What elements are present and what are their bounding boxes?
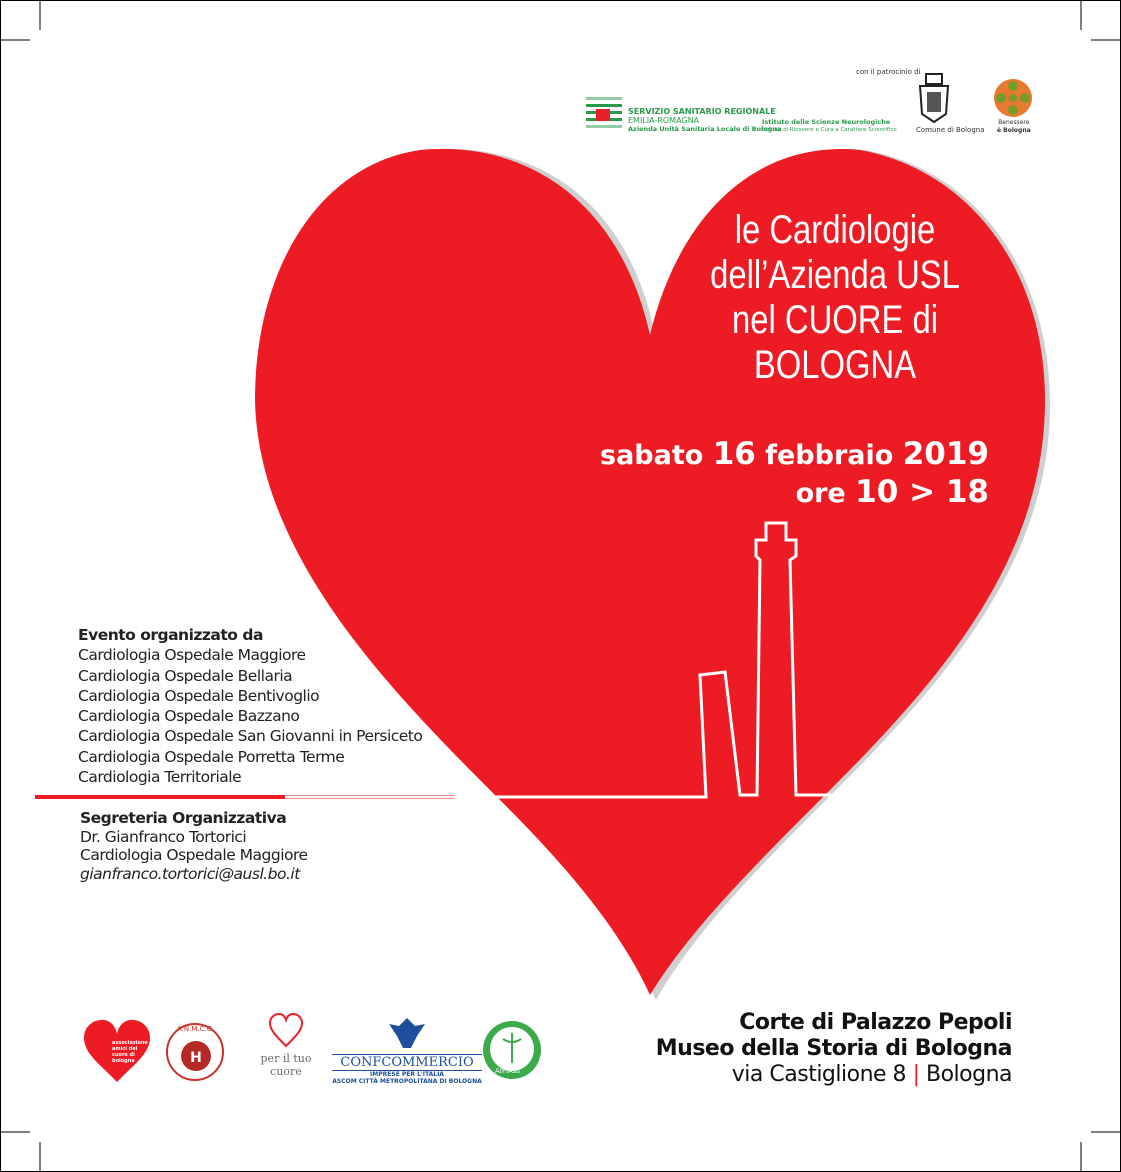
organizer-item: Cardiologia Territoriale <box>78 768 242 787</box>
organizer-item: Cardiologia Ospedale San Giovanni in Persiceto <box>78 727 423 746</box>
organizer-item: Cardiologia Ospedale Porretta Terme <box>78 747 345 766</box>
organizer-item: Cardiologia Ospedale Bazzano <box>78 707 300 726</box>
ssr-dots-icon <box>586 97 622 131</box>
organizers-list: Evento organizzato da Cardiologia Ospedale Maggiore Cardiologia Ospedale Bellaria Cardiologia Ospedale Bentivoglio Cardiologia Ospedale Bazzano Cardiologia Ospedale San Giovanni in Persiceto Cardiologia Ospedale Porretta Terme Cardiologia Territoriale <box>78 626 423 787</box>
per-il-tuo-cuore-logo: per il tuo cuore <box>244 1012 328 1078</box>
svg-text:H: H <box>190 1050 202 1066</box>
anmco-logo: H A.N.M.C.O. <box>165 1022 225 1082</box>
confcommercio-logo: CONFCOMMERCIO IMPRESE PER L'ITALIA ASCOM CITTÀ METROPOLITANA DI BOLOGNA <box>332 1016 482 1085</box>
amici-del-cuore-logo: associazione amici del cuore di bologna <box>82 1018 152 1088</box>
ssr-text: SERVIZIO SANITARIO REGIONALE EMILIA-ROMAGNA Azienda Unità Sanitaria Locale di Bologna <box>628 107 782 133</box>
eagle-icon <box>387 1016 427 1050</box>
patronage-label: con il patrocinio di <box>856 68 921 76</box>
venue: Corte di Palazzo Pepoli Museo della Storia di Bologna via Castiglione 8 | Bologna <box>655 1010 1012 1087</box>
isn-logo: Istituto delle Scienze Neurologiche Istituto di Ricovero e Cura a Carattere Scientifico <box>762 118 897 133</box>
event-date: sabato 16 febbraio 2019 ore 10 > 18 <box>600 436 989 510</box>
comune-label: Comune di Bologna <box>916 126 985 134</box>
aifias-logo: AIFIAss <box>481 1019 543 1081</box>
secretariat: Segreteria Organizzativa Dr. Gianfranco Tortorici Cardiologia Ospedale Maggiore gianfranco.tortorici@ausl.bo.it <box>80 809 308 883</box>
organizer-item: Cardiologia Ospedale Bentivoglio <box>78 686 320 705</box>
email-link[interactable]: gianfranco.tortorici@ausl.bo.it <box>80 864 300 883</box>
organizer-item: Cardiologia Ospedale Bellaria <box>78 666 293 685</box>
organizer-item: Cardiologia Ospedale Maggiore <box>78 646 306 665</box>
event-title: le Cardiologie dell’Azienda USL nel CUORE di BOLOGNA <box>710 208 960 387</box>
comune-crest-icon <box>914 70 954 124</box>
benessere-label: Benessere è Bologna <box>997 119 1031 134</box>
ssr-logo <box>586 97 622 135</box>
benessere-logo-icon <box>993 78 1033 122</box>
